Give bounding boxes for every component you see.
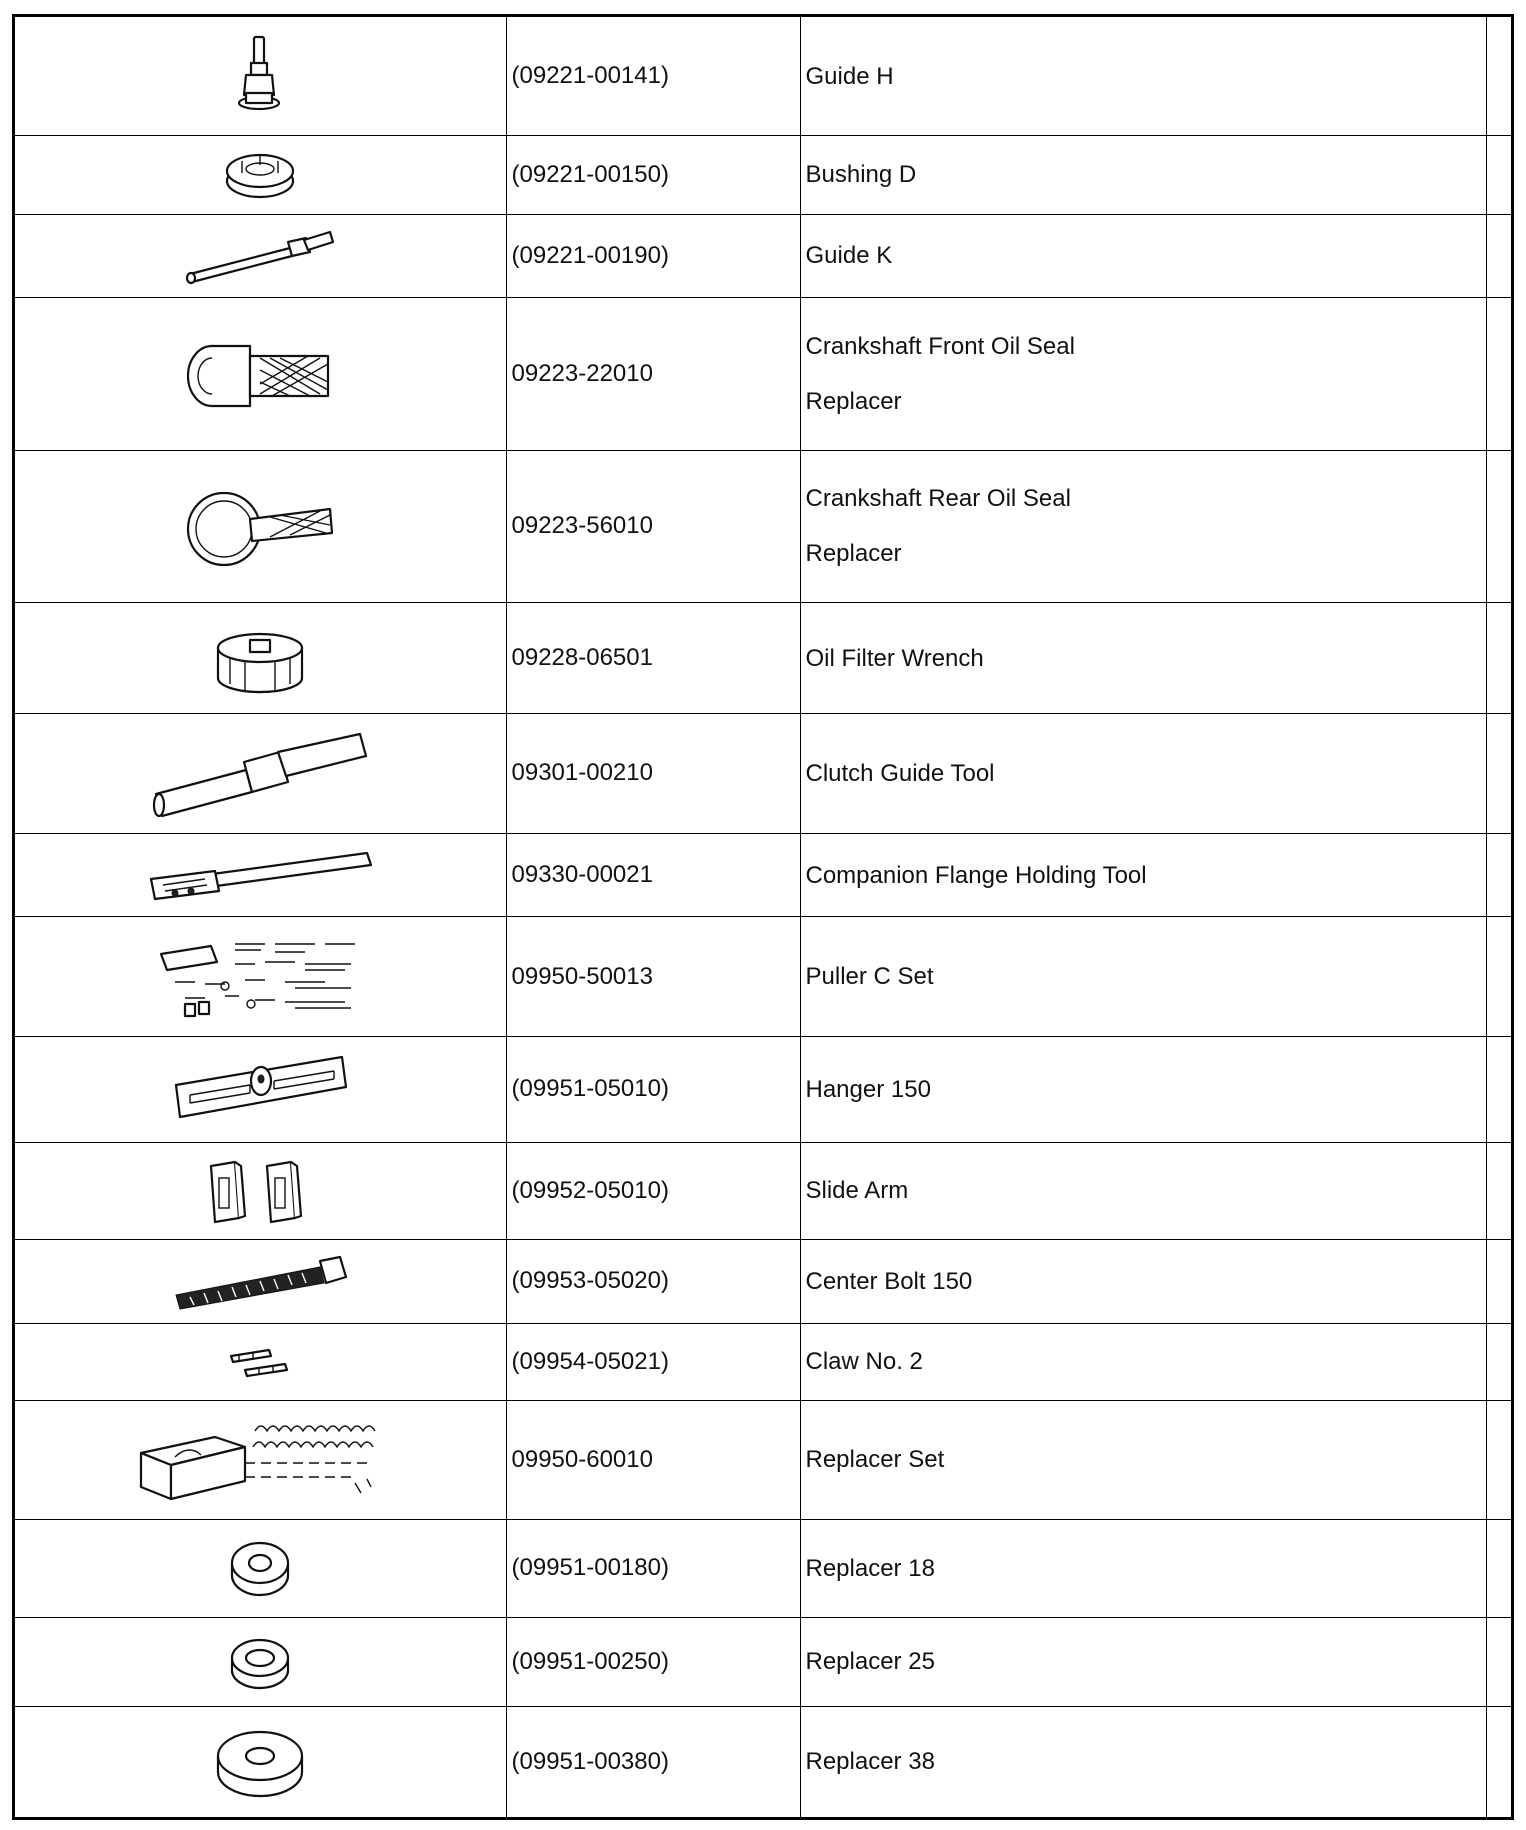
tool-name: Replacer 25 xyxy=(805,1648,935,1676)
part-number: (09951-00250) xyxy=(506,1617,800,1706)
part-number: 09301-00210 xyxy=(506,714,800,833)
tool-name-line-1: Crankshaft Rear Oil Seal xyxy=(805,485,1071,513)
part-number: (09951-00180) xyxy=(506,1520,800,1617)
tool-name-line-2: Replacer xyxy=(805,540,902,568)
part-number: (09221-00190) xyxy=(506,214,800,298)
tool-name: Center Bolt 150 xyxy=(805,1267,973,1295)
oil-filter-wrench-icon xyxy=(210,618,310,698)
part-number: (09951-05010) xyxy=(506,1036,800,1142)
tool-name: Replacer 18 xyxy=(805,1554,935,1582)
table-row xyxy=(15,1400,1511,1519)
slide-arm-icon xyxy=(205,1156,315,1226)
tool-name: Guide H xyxy=(805,62,894,90)
front-oil-seal-replacer-icon xyxy=(180,334,340,414)
table-row xyxy=(15,450,1511,602)
table-row xyxy=(15,1240,1511,1324)
tool-name-line-1: Crankshaft Front Oil Seal xyxy=(805,332,1075,360)
bushing-d-icon xyxy=(220,147,300,203)
hanger-icon xyxy=(170,1051,350,1127)
part-number: (09221-00141) xyxy=(506,17,800,136)
center-bolt-icon xyxy=(170,1251,350,1311)
tool-name-line-2: Replacer xyxy=(805,387,902,415)
rear-oil-seal-replacer-icon xyxy=(180,483,340,569)
table-row xyxy=(15,136,1511,214)
replacer-ring-large-icon xyxy=(210,1722,310,1802)
table-row xyxy=(15,1142,1511,1239)
table-row xyxy=(15,1617,1511,1706)
table-row xyxy=(15,1036,1511,1142)
replacer-set-icon xyxy=(135,1417,385,1503)
tool-name: Hanger 150 xyxy=(805,1075,931,1103)
table-row xyxy=(15,603,1511,714)
part-number: 09330-00021 xyxy=(506,833,800,917)
tool-name: Clutch Guide Tool xyxy=(805,759,995,787)
table-row xyxy=(15,214,1511,298)
part-number: 09223-56010 xyxy=(506,450,800,602)
flange-holding-tool-icon xyxy=(145,845,375,905)
table-row xyxy=(15,1520,1511,1617)
tools-table xyxy=(15,17,1511,1817)
guide-h-icon xyxy=(230,33,290,119)
tool-name: Bushing D xyxy=(805,161,917,189)
tool-name: Replacer Set xyxy=(805,1446,945,1474)
part-number: 09223-22010 xyxy=(506,298,800,450)
part-number: (09221-00150) xyxy=(506,136,800,214)
part-number: 09950-60010 xyxy=(506,1400,800,1519)
clutch-guide-tool-icon xyxy=(150,730,370,816)
tool-name: Slide Arm xyxy=(805,1177,909,1205)
table-row xyxy=(15,1706,1511,1817)
puller-c-set-icon xyxy=(155,934,365,1020)
part-number: (09953-05020) xyxy=(506,1240,800,1324)
part-number: 09228-06501 xyxy=(506,603,800,714)
guide-k-icon xyxy=(180,226,340,286)
table-row xyxy=(15,714,1511,833)
part-number: (09954-05021) xyxy=(506,1323,800,1400)
tool-name: Claw No. 2 xyxy=(805,1348,923,1376)
tool-name: Companion Flange Holding Tool xyxy=(805,861,1147,889)
part-number: (09951-00380) xyxy=(506,1706,800,1817)
replacer-ring-medium-icon xyxy=(225,1630,295,1694)
tool-name: Oil Filter Wrench xyxy=(805,644,984,672)
special-tools-table xyxy=(12,14,1514,1820)
part-number: (09952-05010) xyxy=(506,1142,800,1239)
part-number: 09950-50013 xyxy=(506,917,800,1036)
table-row xyxy=(15,917,1511,1036)
table-row xyxy=(15,17,1511,136)
tool-name: Guide K xyxy=(805,242,893,270)
table-row xyxy=(15,833,1511,917)
claw-icon xyxy=(225,1342,295,1382)
tool-name: Puller C Set xyxy=(805,963,934,991)
table-row xyxy=(15,1323,1511,1400)
tool-name: Replacer 38 xyxy=(805,1748,935,1776)
table-row xyxy=(15,298,1511,450)
replacer-ring-small-icon xyxy=(225,1533,295,1603)
